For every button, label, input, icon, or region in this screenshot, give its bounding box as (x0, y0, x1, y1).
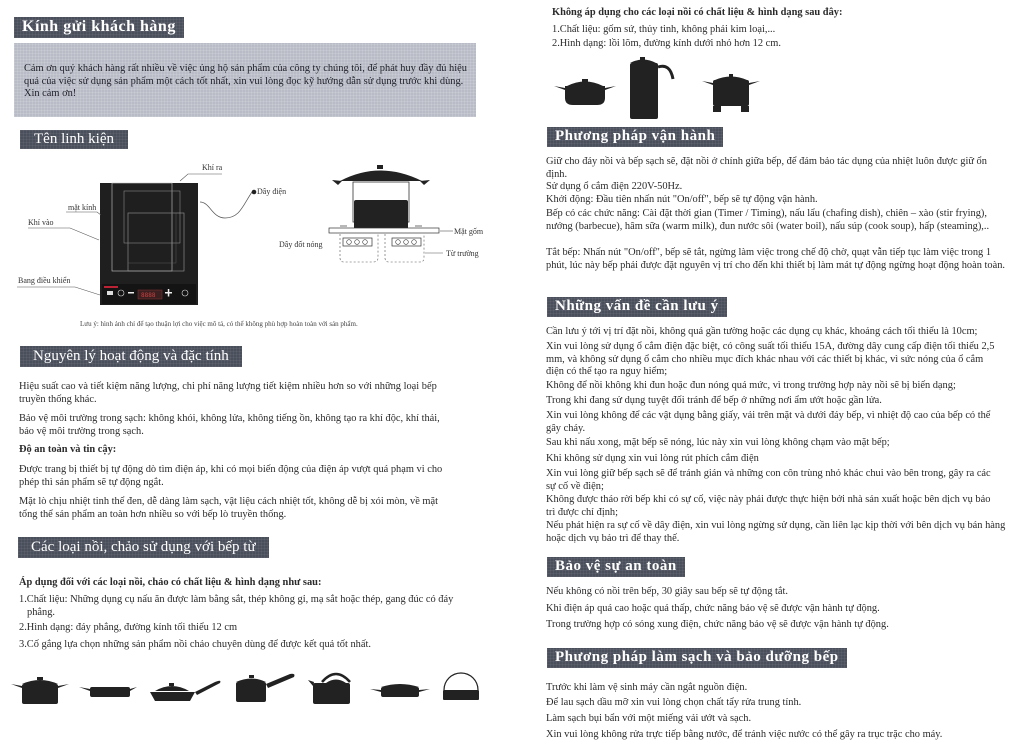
label-ceramic-surface: Mặt gốm (454, 227, 484, 236)
flat-pan-icon (79, 687, 137, 697)
not-applicable-material: 1.Chất liệu: gốm sứ, thủy tinh, không phải kim loại,... (552, 24, 776, 35)
label-magnetic-field: Từ trường (446, 249, 479, 258)
section-header-principles: Nguyên lý hoạt động và đặc tính (20, 346, 242, 367)
caution-item: Trong khi đang sử dụng tuyệt đối tránh để bếp ở những nơi ẩm ướt hoặc gần lửa. (546, 395, 882, 406)
footed-pot-icon (702, 74, 760, 112)
label-control-panel: Bang điều khiển (18, 276, 71, 285)
svg-text:8888: 8888 (141, 292, 156, 299)
operation-para-3: Khởi động: Đầu tiên nhấn nút "On/off", bếp sẽ tự động vận hành. (546, 194, 818, 205)
heating-coil-left (343, 238, 372, 246)
unsuitable-cookware-icons (545, 55, 785, 120)
saucepan-icon (236, 674, 295, 702)
casserole-icon (370, 684, 430, 697)
kettle-icon (308, 674, 350, 704)
not-applicable-shape: 2.Hình dạng: lồi lõm, đường kính dưới nhỏ hơn 12 cm. (552, 38, 781, 49)
minus-icon (128, 292, 134, 294)
principles-safety-heading: Độ an toàn và tin cậy: (19, 444, 117, 455)
principles-surface: Mặt lò chịu nhiệt tinh thể đen, dễ dàng làm sạch, vật liệu cách nhiệt tốt, không dễ bị xói mòn, về mặt tổng thể sản phẩm an toàn hơn nhiều so với bếp lò truyền thống. (19, 496, 438, 520)
pot-contents (354, 200, 408, 230)
cooktop-diagram (0, 160, 300, 320)
wok-icon (443, 673, 479, 700)
caution-item: Xin vui lòng không để các vật dụng bằng giấy, vải trên mặt và dưới đáy bếp, vì nhiệt độ cao của bếp có thể gây cháy. (546, 410, 991, 434)
cookware-item-shape: 2.Hình dạng: đáy phẳng, đường kính tối thiểu 12 cm (19, 622, 238, 633)
operation-para-2: Sử dụng ổ cắm điện 220V-50Hz. (546, 181, 683, 192)
caution-item: Cần lưu ý tới vị trí đặt nồi, không quá gần tường hoặc các dụng cụ khác, khoảng cách tối thiểu là 10cm; (546, 326, 978, 337)
safety-item: Nếu không có nồi trên bếp, 30 giây sau bếp sẽ tự động tắt. (546, 586, 788, 597)
cleaning-item: Để lau sạch dầu mỡ xin vui lòng chọn chất tẩy rửa trung tính. (546, 697, 802, 708)
image-disclaimer: Lưu ý: hình ảnh chỉ để tạo thuận lợi cho việc mô tả, có thể không phù hợp hoàn toàn với sản phẩm. (80, 320, 358, 328)
section-header-components: Tên linh kiện (20, 130, 128, 149)
label-air-in: Khí vào (28, 218, 54, 227)
principles-voltage: Được trang bị thiết bị tự động dò tìm điện áp, khi có mọi biến động của điện áp vượt quá phạm vi cho phép thì sản phẩm sẽ tự động ngắt. (19, 464, 443, 488)
stock-pot-icon (11, 677, 69, 704)
label-glass-top: mặt kính (68, 203, 97, 212)
round-pot-icon (554, 79, 616, 105)
tall-jug-icon (630, 57, 673, 119)
caution-item: Khi không sử dụng xin vui lòng rút phích cắm điện (546, 453, 759, 464)
cleaning-item: Xin vui lòng không rửa trực tiếp bằng nước, để tránh việc nước có thể gây ra trục trặc cho máy. (546, 729, 943, 740)
section-header-operation: Phương pháp vận hành (547, 127, 723, 147)
principles-environment: Bảo vệ môi trường trong sạch: không khói, không lửa, không tiếng ồn, không tạo ra khí độc, khí thải, bảo vệ môi trường trong sạch. (19, 413, 440, 437)
label-heating-coil: Dây đốt nóng (279, 240, 323, 249)
suitable-cookware-icons (0, 670, 500, 730)
section-header-cookware: Các loại nồi, chảo sử dụng với bếp từ (18, 537, 269, 558)
operation-para-5: Tắt bếp: Nhấn nút "On/off", bếp sẽ tắt, ngừng làm việc trong chế độ chờ, quạt vẫn tiếp tục làm việc trong 1 phút, lúc này bếp phải được đặt nguyên vị trí cho đến khi thiết bị làm mát tự động ngừng hoạt động hoàn toàn. (546, 247, 1005, 271)
not-applicable-heading: Không áp dụng cho các loại nồi có chất liệu & hình dạng sau đây: (552, 7, 843, 18)
label-air-out: Khí ra (202, 163, 223, 172)
cleaning-item: Trước khi làm vệ sinh máy cần ngắt nguồn điện. (546, 682, 748, 693)
cleaning-item: Làm sạch bụi bẩn với một miếng vải ướt và sạch. (546, 713, 752, 724)
caution-item: Nếu phát hiện ra sự cố về dây điện, xin vui lòng ngừng sử dụng, cần liên lạc kịp thời với bên dịch vụ bán hàng hoặc dịch vụ bảo trì để thay thế. (546, 520, 1006, 544)
cookware-item-recommend: 3.Cố gắng lựa chọn những sản phẩm nồi chảo chuyên dùng để được kết quả tốt nhất. (19, 639, 371, 650)
ceramic-surface (329, 228, 439, 233)
section-header-cleaning: Phương pháp làm sạch và bảo dưỡng bếp (547, 648, 847, 668)
operation-para-1: Giữ cho đáy nồi và bếp sạch sẽ, đặt nồi ở chính giữa bếp, để đảm bảo tác dụng của nhiệt luôn được giữ ổn định. (546, 156, 987, 180)
cookware-applies-heading: Áp dụng đối với các loại nồi, chảo có chất liệu & hình dạng như sau: (19, 577, 322, 588)
section-header-greeting: Kính gửi khách hàng (14, 17, 184, 38)
caution-item: Xin vui lòng giữ bếp sạch sẽ để tránh gián và những con côn trùng nhỏ khác chui vào bên trong, gây ra các sự cố về điện; (546, 468, 991, 492)
section-header-safety: Bảo vệ sự an toàn (547, 557, 685, 577)
label-power-cord: Dây điện (257, 187, 287, 196)
caution-item: Xin vui lòng sử dụng ổ cắm điện đặc biệt, có công suất tối thiểu 15A, đường dây cung cấp điện tối thiểu 2,5 mm, và không sử dụng ổ cắm cho nhiều mục đích khác nhau với các thiết bị khác, vì sức nóng của ổ cắm điện có thể tạo ra nguy hiểm; (546, 341, 995, 378)
operation-para-4: Bếp có các chức năng: Cài đặt thời gian (Timer / Timing), nấu lẩu (chafing dish), chiên – xào (stir frying), nướng (barbecue), hâm sữa (warm milk), đun nước sôi (water boil), nấu súp (cook soup), hấp (steaming),.. (546, 208, 990, 232)
caution-item: Không được tháo rời bếp khi có sự cố, việc này phải được thực hiện bởi nhà sản xuất hoặc bên dịch vụ bảo trì được chỉ định; (546, 494, 991, 518)
cookware-item-material: 1.Chất liệu: Những dụng cụ nấu ăn được làm bằng sắt, thép không gỉ, mạ sắt hoặc thép, gang đúc có đáy phẳng. (19, 594, 454, 618)
principles-efficiency: Hiệu suất cao và tiết kiệm năng lượng, chi phí năng lượng tiết kiệm nhiều hơn so với những loại bếp truyền thống khác. (19, 381, 437, 405)
safety-item: Trong trường hợp có sóng xung điện, chức năng bảo vệ sẽ được vận hành tự động. (546, 619, 889, 630)
frying-pan-icon (150, 681, 220, 701)
caution-item: Sau khi nấu xong, mặt bếp sẽ nóng, lúc này xin vui lòng không chạm vào mặt bếp; (546, 437, 890, 448)
section-header-cautions: Những vấn đề cần lưu ý (547, 297, 727, 317)
induction-cross-section-diagram (320, 160, 510, 270)
greeting-box (14, 43, 476, 117)
greeting-text: Cảm ơn quý khách hàng rất nhiều về việc ủng hộ sản phẩm của công ty chúng tôi, để phát huy đầy đủ hiệu quả của việc sử dụng sản phẩm một cách tốt nhất, xin vui lòng đọc kỹ hướng dẫn sử dụng trước khi dùng. Xin cảm ơn! (24, 63, 467, 100)
heating-coil-right (392, 238, 421, 246)
right-page (515, 0, 1020, 753)
caution-item: Không để nồi không khi đun hoặc đun nóng quá mức, vì trong trường hợp này nồi sẽ bị biến dạng; (546, 380, 956, 391)
safety-item: Khi điện áp quá cao hoặc quá thấp, chức năng bảo vệ sẽ được vận hành tự động. (546, 603, 880, 614)
